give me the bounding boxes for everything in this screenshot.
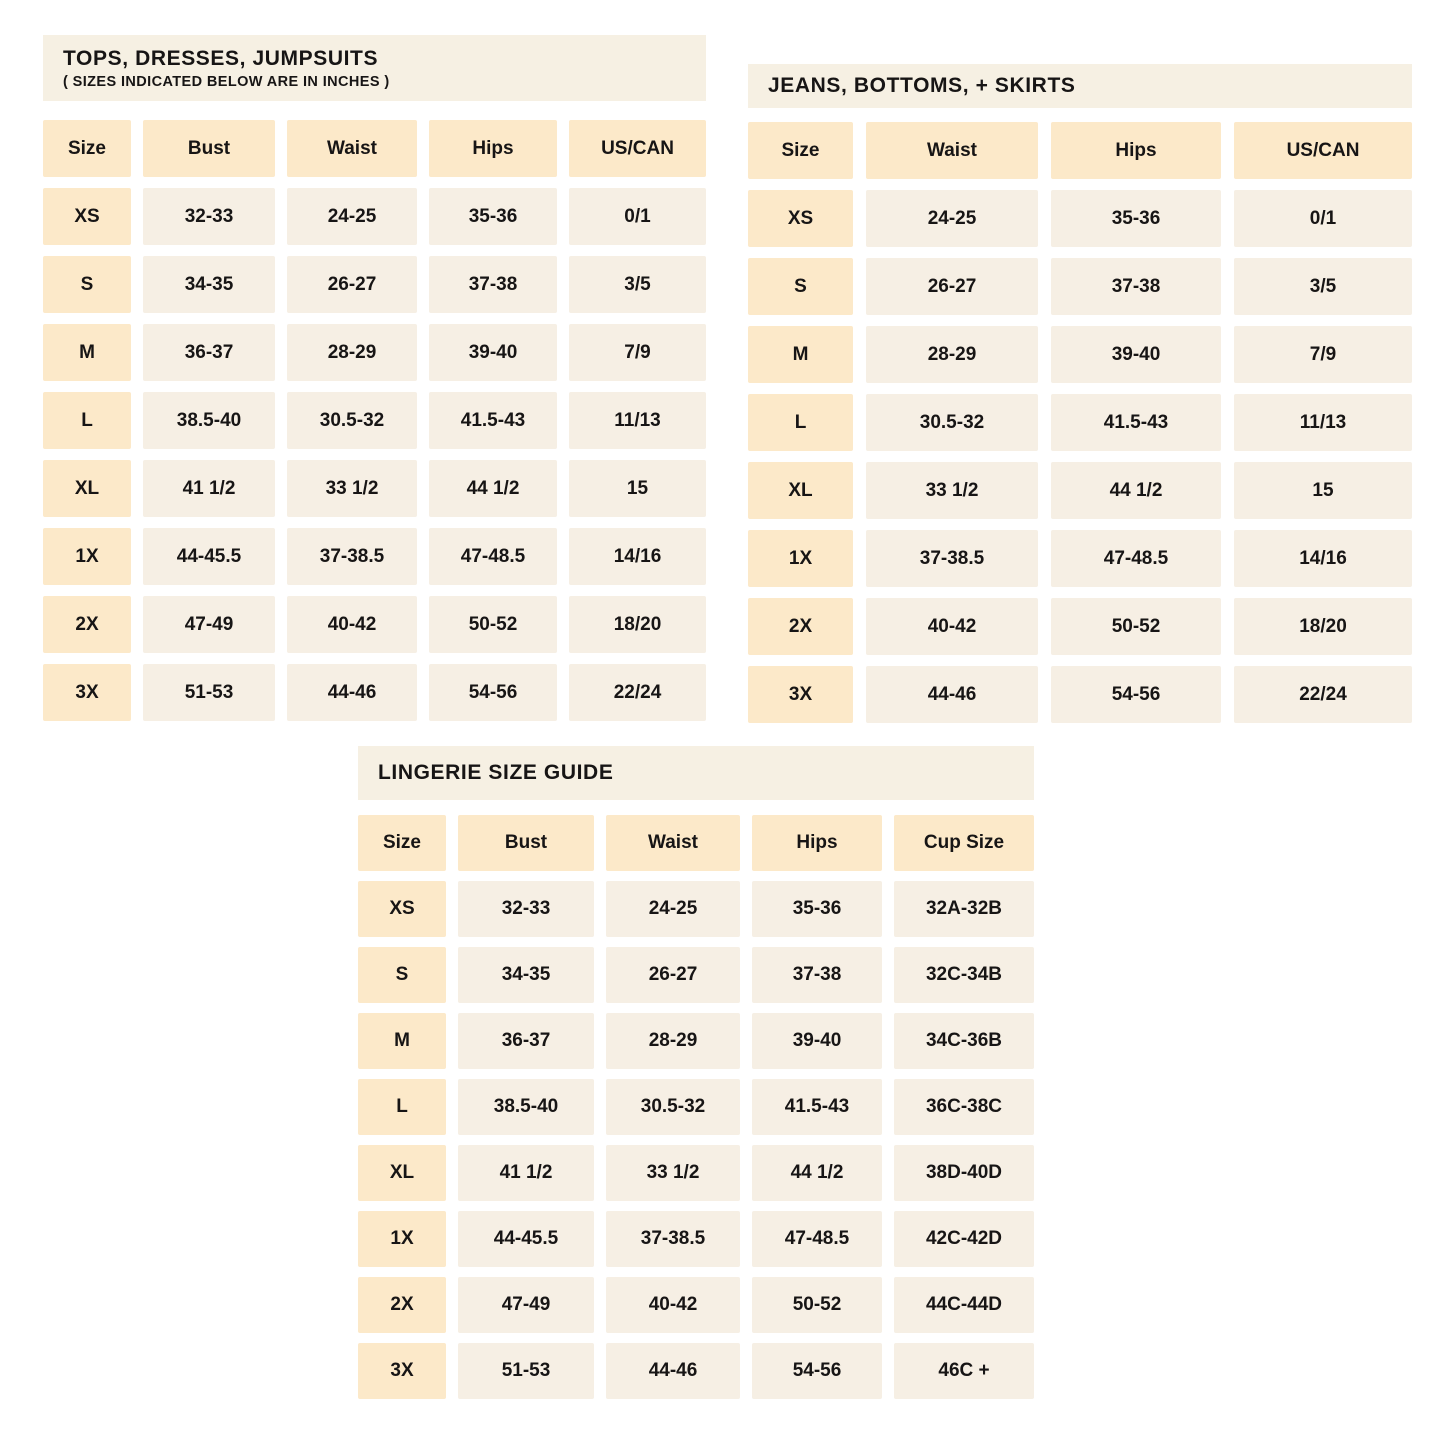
- measurement-cell: 0/1: [1234, 190, 1412, 247]
- measurement-cell: 44-45.5: [458, 1211, 594, 1267]
- column-header-us-can: US/CAN: [1234, 122, 1412, 179]
- measurement-cell: 51-53: [143, 664, 275, 721]
- measurement-cell: 30.5-32: [606, 1079, 740, 1135]
- measurement-cell: 7/9: [569, 324, 706, 381]
- measurement-cell: 39-40: [429, 324, 557, 381]
- measurement-cell: 32C-34B: [894, 947, 1034, 1003]
- measurement-cell: 34-35: [458, 947, 594, 1003]
- table-title: LINGERIE SIZE GUIDE: [378, 760, 614, 784]
- measurement-cell: 44-46: [606, 1343, 740, 1399]
- measurement-cell: 33 1/2: [606, 1145, 740, 1201]
- measurement-cell: 36C-38C: [894, 1079, 1034, 1135]
- measurement-cell: 26-27: [287, 256, 417, 313]
- measurement-cell: 38D-40D: [894, 1145, 1034, 1201]
- column-header-cup-size: Cup Size: [894, 815, 1034, 871]
- measurement-cell: 54-56: [752, 1343, 882, 1399]
- column-header-bust: Bust: [143, 120, 275, 177]
- column-header-hips: Hips: [752, 815, 882, 871]
- measurement-cell: 24-25: [287, 188, 417, 245]
- size-label-cell: S: [43, 256, 131, 313]
- measurement-cell: 54-56: [1051, 666, 1221, 723]
- measurement-cell: 24-25: [606, 881, 740, 937]
- measurement-cell: 33 1/2: [866, 462, 1038, 519]
- measurement-cell: 54-56: [429, 664, 557, 721]
- measurement-cell: 32A-32B: [894, 881, 1034, 937]
- measurement-cell: 44C-44D: [894, 1277, 1034, 1333]
- jeans-title-band: [748, 64, 1412, 108]
- measurement-cell: 37-38.5: [287, 528, 417, 585]
- size-label-cell: M: [43, 324, 131, 381]
- size-label-cell: L: [748, 394, 853, 451]
- measurement-cell: 22/24: [1234, 666, 1412, 723]
- measurement-cell: 18/20: [569, 596, 706, 653]
- table-title: JEANS, BOTTOMS, + SKIRTS: [768, 73, 1076, 97]
- measurement-cell: 47-48.5: [429, 528, 557, 585]
- column-header-us-can: US/CAN: [569, 120, 706, 177]
- size-label-cell: M: [358, 1013, 446, 1069]
- measurement-cell: 37-38: [429, 256, 557, 313]
- size-label-cell: XL: [358, 1145, 446, 1201]
- column-header-bust: Bust: [458, 815, 594, 871]
- measurement-cell: 44 1/2: [429, 460, 557, 517]
- size-label-cell: XL: [43, 460, 131, 517]
- measurement-cell: 32-33: [458, 881, 594, 937]
- measurement-cell: 28-29: [866, 326, 1038, 383]
- measurement-cell: 47-48.5: [1051, 530, 1221, 587]
- size-label-cell: 1X: [43, 528, 131, 585]
- size-label-cell: 1X: [748, 530, 853, 587]
- measurement-cell: 34C-36B: [894, 1013, 1034, 1069]
- measurement-cell: 22/24: [569, 664, 706, 721]
- measurement-cell: 14/16: [569, 528, 706, 585]
- measurement-cell: 44 1/2: [1051, 462, 1221, 519]
- measurement-cell: 51-53: [458, 1343, 594, 1399]
- column-header-waist: Waist: [606, 815, 740, 871]
- size-label-cell: S: [358, 947, 446, 1003]
- measurement-cell: 35-36: [1051, 190, 1221, 247]
- column-header-size: Size: [748, 122, 853, 179]
- measurement-cell: 37-38: [752, 947, 882, 1003]
- size-label-cell: 3X: [43, 664, 131, 721]
- measurement-cell: 47-49: [458, 1277, 594, 1333]
- measurement-cell: 40-42: [287, 596, 417, 653]
- measurement-cell: 30.5-32: [287, 392, 417, 449]
- measurement-cell: 39-40: [752, 1013, 882, 1069]
- measurement-cell: 41 1/2: [143, 460, 275, 517]
- size-label-cell: XS: [358, 881, 446, 937]
- size-label-cell: 2X: [358, 1277, 446, 1333]
- measurement-cell: 14/16: [1234, 530, 1412, 587]
- measurement-cell: 28-29: [287, 324, 417, 381]
- jeans-size-grid: [748, 122, 1412, 723]
- measurement-cell: 11/13: [569, 392, 706, 449]
- tops-title-band: [43, 35, 706, 101]
- measurement-cell: 47-49: [143, 596, 275, 653]
- column-header-waist: Waist: [287, 120, 417, 177]
- measurement-cell: 32-33: [143, 188, 275, 245]
- measurement-cell: 40-42: [606, 1277, 740, 1333]
- measurement-cell: 26-27: [866, 258, 1038, 315]
- measurement-cell: 44-45.5: [143, 528, 275, 585]
- measurement-cell: 15: [1234, 462, 1412, 519]
- size-label-cell: M: [748, 326, 853, 383]
- column-header-size: Size: [43, 120, 131, 177]
- measurement-cell: 24-25: [866, 190, 1038, 247]
- size-label-cell: L: [358, 1079, 446, 1135]
- measurement-cell: 36-37: [143, 324, 275, 381]
- size-label-cell: 3X: [748, 666, 853, 723]
- lingerie-size-table: [358, 746, 1034, 1399]
- measurement-cell: 15: [569, 460, 706, 517]
- size-label-cell: XS: [43, 188, 131, 245]
- jeans-size-table: [748, 64, 1412, 723]
- measurement-cell: 39-40: [1051, 326, 1221, 383]
- measurement-cell: 41.5-43: [1051, 394, 1221, 451]
- column-header-waist: Waist: [866, 122, 1038, 179]
- measurement-cell: 42C-42D: [894, 1211, 1034, 1267]
- measurement-cell: 41.5-43: [429, 392, 557, 449]
- measurement-cell: 30.5-32: [866, 394, 1038, 451]
- measurement-cell: 40-42: [866, 598, 1038, 655]
- measurement-cell: 44-46: [287, 664, 417, 721]
- measurement-cell: 33 1/2: [287, 460, 417, 517]
- size-label-cell: 1X: [358, 1211, 446, 1267]
- measurement-cell: 11/13: [1234, 394, 1412, 451]
- measurement-cell: 50-52: [1051, 598, 1221, 655]
- measurement-cell: 35-36: [752, 881, 882, 937]
- measurement-cell: 44 1/2: [752, 1145, 882, 1201]
- column-header-size: Size: [358, 815, 446, 871]
- measurement-cell: 18/20: [1234, 598, 1412, 655]
- measurement-cell: 41.5-43: [752, 1079, 882, 1135]
- table-title: TOPS, DRESSES, JUMPSUITS: [63, 46, 379, 70]
- measurement-cell: 3/5: [569, 256, 706, 313]
- measurement-cell: 3/5: [1234, 258, 1412, 315]
- tops-size-table: [43, 35, 706, 721]
- measurement-cell: 26-27: [606, 947, 740, 1003]
- size-label-cell: XL: [748, 462, 853, 519]
- lingerie-title-band: [358, 746, 1034, 800]
- measurement-cell: 41 1/2: [458, 1145, 594, 1201]
- measurement-cell: 34-35: [143, 256, 275, 313]
- table-subtitle: ( SIZES INDICATED BELOW ARE IN INCHES ): [63, 74, 390, 91]
- size-label-cell: 2X: [43, 596, 131, 653]
- size-label-cell: XS: [748, 190, 853, 247]
- measurement-cell: 37-38.5: [866, 530, 1038, 587]
- size-label-cell: S: [748, 258, 853, 315]
- size-label-cell: 2X: [748, 598, 853, 655]
- measurement-cell: 35-36: [429, 188, 557, 245]
- column-header-hips: Hips: [429, 120, 557, 177]
- measurement-cell: 37-38: [1051, 258, 1221, 315]
- tops-size-grid: [43, 120, 706, 721]
- measurement-cell: 50-52: [429, 596, 557, 653]
- measurement-cell: 44-46: [866, 666, 1038, 723]
- measurement-cell: 38.5-40: [458, 1079, 594, 1135]
- measurement-cell: 0/1: [569, 188, 706, 245]
- measurement-cell: 46C +: [894, 1343, 1034, 1399]
- measurement-cell: 7/9: [1234, 326, 1412, 383]
- measurement-cell: 50-52: [752, 1277, 882, 1333]
- column-header-hips: Hips: [1051, 122, 1221, 179]
- measurement-cell: 28-29: [606, 1013, 740, 1069]
- measurement-cell: 38.5-40: [143, 392, 275, 449]
- size-label-cell: 3X: [358, 1343, 446, 1399]
- measurement-cell: 37-38.5: [606, 1211, 740, 1267]
- lingerie-size-grid: [358, 815, 1034, 1399]
- size-label-cell: L: [43, 392, 131, 449]
- measurement-cell: 47-48.5: [752, 1211, 882, 1267]
- measurement-cell: 36-37: [458, 1013, 594, 1069]
